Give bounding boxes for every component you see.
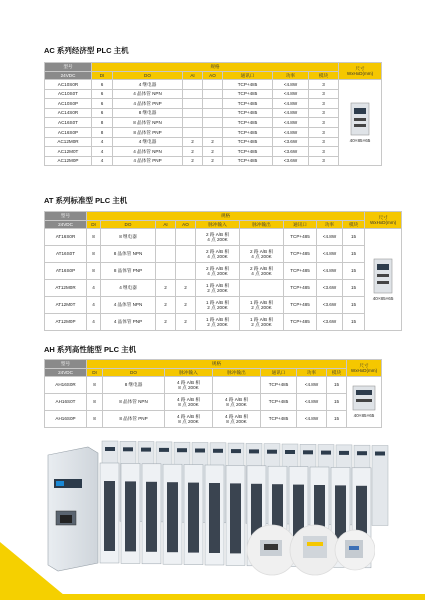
- spec-line: 4 路 A/B 相: [225, 413, 248, 419]
- model-cell: AC12M0R: [45, 137, 92, 147]
- at-header-comm: 通讯口: [284, 221, 317, 229]
- spec-cell: 4 晶体管 NPN: [113, 147, 183, 157]
- at-header-model: 型号: [45, 212, 87, 221]
- ah-dimension-cell: [347, 377, 382, 428]
- spec-line: 2 路 A/B 相: [206, 265, 229, 271]
- spec-line: 2 点 200K: [251, 305, 272, 310]
- spec-line: 4 点 200K: [251, 271, 272, 276]
- spec-cell: 4 晶体管 NPN: [113, 89, 183, 99]
- spec-cell: [183, 118, 203, 128]
- spec-cell: <4.8W: [273, 99, 309, 109]
- spec-cell: TCP+485: [223, 118, 273, 128]
- at-header-size: 尺寸 WxHxD(mm): [365, 212, 402, 229]
- spec-cell: <3.6W: [273, 137, 309, 147]
- table-row: [45, 297, 402, 314]
- spec-cell: 8: [87, 246, 101, 263]
- spec-cell: 15: [343, 263, 365, 280]
- spec-cell: 3: [309, 156, 339, 166]
- spec-cell: 8 继电器: [101, 229, 156, 246]
- at-header-power: 功率: [317, 221, 343, 229]
- spec-cell: 8: [87, 394, 103, 411]
- spec-line: 1 路 A/B 相: [206, 299, 229, 305]
- rack-module-led-panel: [177, 448, 187, 452]
- spec-cell: 2: [183, 137, 203, 147]
- spec-cell: 2: [176, 314, 196, 331]
- spec-cell: TCP+485: [223, 156, 273, 166]
- spec-cell: 2: [203, 137, 223, 147]
- spec-cell: 4 继电器: [113, 80, 183, 90]
- rack-module-led-panel: [357, 451, 367, 455]
- spec-cell: TCP+485: [261, 377, 297, 394]
- spec-cell: TCP+485: [284, 229, 317, 246]
- spec-line: 4 点 200K: [251, 254, 272, 259]
- spec-cell: 2: [183, 147, 203, 157]
- spec-cell: 6: [92, 108, 113, 118]
- spec-cell: 15: [327, 394, 347, 411]
- spec-cell: 15: [327, 411, 347, 428]
- spec-cell: [213, 377, 261, 394]
- model-cell: AC14S0R: [45, 108, 92, 118]
- spec-cell: 2: [156, 280, 176, 297]
- ac-header-ao: AO: [203, 72, 223, 80]
- spec-cell: 2: [203, 156, 223, 166]
- spec-cell: <3.6W: [273, 156, 309, 166]
- spec-cell: [240, 229, 284, 246]
- spec-cell: 4 继电器: [113, 137, 183, 147]
- spec-cell: TCP+485: [223, 80, 273, 90]
- ah-header-size: 尺寸 WxHxD(mm): [347, 360, 382, 377]
- spec-line: 2 路 A/B 相: [206, 248, 229, 254]
- spec-cell: [196, 280, 240, 297]
- model-cell: AT16S0P: [45, 263, 87, 280]
- spec-cell: 8 晶体管 PNP: [103, 411, 165, 428]
- spec-cell: 8 继电器: [103, 377, 165, 394]
- spec-cell: [240, 263, 284, 280]
- ac-header-spec: 规格: [92, 63, 339, 72]
- spec-cell: 3: [309, 118, 339, 128]
- spec-cell: TCP+485: [284, 246, 317, 263]
- at-header-ao: AO: [176, 221, 196, 229]
- table-row: [45, 137, 382, 147]
- table-row: [45, 377, 382, 394]
- spec-line: 8 点 200K: [226, 402, 247, 407]
- spec-cell: 2: [176, 280, 196, 297]
- rack-module-led-panel: [303, 450, 313, 454]
- spec-cell: 2: [203, 147, 223, 157]
- ac-dimension-cell: [339, 80, 382, 166]
- spec-line: 1 路 A/B 相: [250, 299, 273, 305]
- rack-module-led-panel: [249, 449, 259, 453]
- spec-cell: TCP+485: [223, 147, 273, 157]
- table-row: [45, 118, 382, 128]
- ah-section-title: AH 系列高性能型 PLC 主机: [44, 345, 137, 354]
- ah-header-module: 模块: [327, 369, 347, 377]
- spec-cell: TCP+485: [223, 108, 273, 118]
- spec-cell: 4: [92, 147, 113, 157]
- spec-cell: 2: [156, 314, 176, 331]
- spec-line: 4 路 A/B 相: [225, 396, 248, 402]
- dimension-label: 40×85×65: [372, 295, 394, 301]
- spec-cell: 2: [156, 297, 176, 314]
- spec-cell: TCP+485: [261, 411, 297, 428]
- spec-line: 1 路 A/B 相: [206, 316, 229, 322]
- spec-cell: [240, 297, 284, 314]
- spec-line: 4 点 200K: [207, 254, 228, 259]
- ac-header-model: 型号: [45, 63, 92, 72]
- at-header-do: DO: [101, 221, 156, 229]
- spec-cell: [196, 246, 240, 263]
- spec-cell: 6: [92, 89, 113, 99]
- spec-line: 2 点 200K: [251, 322, 272, 327]
- spec-cell: [196, 263, 240, 280]
- spec-line: 2 路 A/B 相: [206, 231, 229, 237]
- rack-module-led-panel: [195, 449, 205, 453]
- spec-cell: <4.8W: [273, 108, 309, 118]
- spec-cell: <4.8W: [317, 263, 343, 280]
- spec-line: 8 点 200K: [178, 419, 199, 424]
- table-row: [45, 314, 402, 331]
- spec-line: 4 路 A/B 相: [177, 379, 200, 385]
- spec-cell: 4: [92, 137, 113, 147]
- at-header-pulse-in: 脉冲输入: [196, 221, 240, 229]
- ah-header-do: DO: [103, 369, 165, 377]
- at-header-module: 模块: [343, 221, 365, 229]
- spec-cell: <4.8W: [297, 411, 327, 428]
- table-row: [45, 280, 402, 297]
- spec-cell: 4 晶体管 PNP: [113, 156, 183, 166]
- spec-line: 2 点 200K: [207, 305, 228, 310]
- spec-cell: TCP+485: [284, 280, 317, 297]
- rack-module-terminal: [125, 481, 136, 551]
- rack-module-led-panel: [267, 450, 277, 454]
- ah-header-di: DI: [87, 369, 103, 377]
- spec-cell: 8 晶体管 NPN: [103, 394, 165, 411]
- model-cell: AC16S0T: [45, 118, 92, 128]
- table-row: [45, 89, 382, 99]
- spec-cell: [156, 229, 176, 246]
- spec-cell: <3.6W: [317, 314, 343, 331]
- plc-module-icon: [349, 102, 371, 136]
- spec-cell: TCP+485: [223, 127, 273, 137]
- spec-cell: 2: [183, 156, 203, 166]
- rack-module-led-panel: [105, 447, 115, 451]
- spec-cell: [213, 411, 261, 428]
- rack-module-terminal: [104, 481, 115, 551]
- spec-cell: 4: [87, 280, 101, 297]
- ac-header-size: 尺寸 WxHxD(mm): [339, 63, 382, 80]
- at-header-di: DI: [87, 221, 101, 229]
- spec-line: 2 路 A/B 相: [250, 248, 273, 254]
- rack-module-led-panel: [321, 451, 331, 455]
- spec-cell: TCP+485: [284, 314, 317, 331]
- spec-cell: 4: [87, 314, 101, 331]
- model-cell: AT16S0R: [45, 229, 87, 246]
- at-header-spec: 规格: [87, 212, 365, 221]
- spec-cell: [203, 80, 223, 90]
- spec-cell: [165, 411, 213, 428]
- rack-module-terminal: [230, 483, 241, 553]
- spec-cell: 4: [87, 297, 101, 314]
- model-cell: AT16S0T: [45, 246, 87, 263]
- ac-header-comm: 通讯口: [223, 72, 273, 80]
- spec-cell: [196, 229, 240, 246]
- spec-cell: 8: [87, 411, 103, 428]
- rack-module-led-panel: [213, 449, 223, 453]
- rack-module-terminal: [167, 482, 178, 552]
- at-header-ai: AI: [156, 221, 176, 229]
- ac-header-ai: AI: [183, 72, 203, 80]
- rack-module-led-panel: [285, 450, 295, 454]
- spec-cell: <4.8W: [297, 377, 327, 394]
- ah-header-voltage: 24VDC: [45, 369, 87, 377]
- spec-cell: 3: [309, 137, 339, 147]
- spec-cell: [183, 80, 203, 90]
- spec-cell: 4: [92, 156, 113, 166]
- spec-cell: <4.8W: [273, 127, 309, 137]
- spec-cell: [203, 118, 223, 128]
- spec-cell: [176, 246, 196, 263]
- spec-cell: 3: [309, 99, 339, 109]
- table-row: [45, 127, 382, 137]
- model-cell: AH16S0P: [45, 411, 87, 428]
- rack-module-led-panel: [141, 448, 151, 452]
- spec-cell: [203, 99, 223, 109]
- spec-cell: 8: [87, 229, 101, 246]
- spec-cell: 8 继电器: [113, 108, 183, 118]
- model-cell: AH16S0T: [45, 394, 87, 411]
- spec-cell: 4 晶体管 PNP: [101, 314, 156, 331]
- ah-header-power: 功率: [297, 369, 327, 377]
- spec-cell: [183, 99, 203, 109]
- spec-cell: TCP+485: [261, 394, 297, 411]
- ac-header-di: DI: [92, 72, 113, 80]
- ac-header-module: 模块: [309, 72, 339, 80]
- spec-cell: <3.6W: [273, 147, 309, 157]
- spec-cell: 4 晶体管 PNP: [113, 99, 183, 109]
- spec-cell: <4.8W: [317, 246, 343, 263]
- spec-line: 8 点 200K: [178, 385, 199, 390]
- model-cell: AC12M0T: [45, 147, 92, 157]
- spec-cell: [213, 394, 261, 411]
- table-row: [45, 394, 382, 411]
- rack-module-led-panel: [339, 451, 349, 455]
- ac-header-voltage: 24VDC: [45, 72, 92, 80]
- spec-cell: [165, 394, 213, 411]
- table-row: [45, 263, 402, 280]
- table-row: [45, 108, 382, 118]
- spec-cell: [240, 246, 284, 263]
- rack-module-led-panel: [231, 449, 241, 453]
- spec-line: 4 点 200K: [207, 237, 228, 242]
- table-row: [45, 246, 402, 263]
- model-cell: AC10S0R: [45, 80, 92, 90]
- spec-cell: TCP+485: [284, 297, 317, 314]
- model-cell: AT12M0P: [45, 314, 87, 331]
- spec-cell: [176, 263, 196, 280]
- plc-module-icon: [351, 385, 377, 411]
- spec-cell: [156, 263, 176, 280]
- spec-line: 1 路 A/B 相: [250, 316, 273, 322]
- spec-line: 4 点 200K: [207, 271, 228, 276]
- spec-line: 8 点 200K: [178, 402, 199, 407]
- at-spec-table: [44, 211, 402, 331]
- spec-cell: <4.8W: [297, 394, 327, 411]
- spec-line: 2 点 200K: [207, 322, 228, 327]
- spec-cell: <4.8W: [273, 118, 309, 128]
- spec-line: 8 点 200K: [226, 419, 247, 424]
- rack-module-led-panel: [123, 447, 133, 451]
- spec-cell: 8: [87, 263, 101, 280]
- table-row: [45, 156, 382, 166]
- spec-cell: 3: [309, 108, 339, 118]
- decorative-bottom-band: [0, 594, 425, 600]
- spec-cell: 8 晶体管 PNP: [113, 127, 183, 137]
- spec-cell: [183, 89, 203, 99]
- ac-spec-table: [44, 62, 382, 166]
- spec-cell: 8 晶体管 NPN: [101, 246, 156, 263]
- ah-header-pulse-in: 脉冲输入: [165, 369, 213, 377]
- spec-cell: [240, 280, 284, 297]
- table-row: [45, 411, 382, 428]
- spec-line: 4 路 A/B 相: [177, 413, 200, 419]
- spec-cell: <3.6W: [317, 280, 343, 297]
- at-header-voltage: 24VDC: [45, 221, 87, 229]
- ac-header-do: DO: [113, 72, 183, 80]
- at-header-pulse-out: 脉冲输出: [240, 221, 284, 229]
- ah-header-comm: 通讯口: [261, 369, 297, 377]
- model-cell: AC16S0P: [45, 127, 92, 137]
- model-cell: AC10S0T: [45, 89, 92, 99]
- spec-line: 4 路 A/B 相: [177, 396, 200, 402]
- spec-cell: 3: [309, 89, 339, 99]
- spec-cell: 6: [92, 99, 113, 109]
- spec-cell: TCP+485: [223, 99, 273, 109]
- rack-module-led-panel: [159, 448, 169, 452]
- spec-cell: 15: [343, 314, 365, 331]
- ac-header-power: 功率: [273, 72, 309, 80]
- at-section-title: AT 系列标准型 PLC 主机: [44, 196, 128, 205]
- spec-line: 1 路 A/B 相: [206, 282, 229, 288]
- ah-header-spec: 规格: [87, 360, 347, 369]
- ah-header-model: 型号: [45, 360, 87, 369]
- rack-module-terminal: [188, 483, 199, 553]
- dimension-label: 40×85×65: [353, 413, 375, 419]
- spec-cell: [165, 377, 213, 394]
- model-cell: AH16S0R: [45, 377, 87, 394]
- spec-cell: [176, 229, 196, 246]
- spec-cell: 15: [343, 280, 365, 297]
- ac-section-title: AC 系列经济型 PLC 主机: [44, 46, 129, 55]
- spec-cell: 15: [327, 377, 347, 394]
- model-cell: AC12M0P: [45, 156, 92, 166]
- spec-cell: 15: [343, 229, 365, 246]
- spec-cell: 3: [309, 80, 339, 90]
- spec-cell: 15: [343, 297, 365, 314]
- spec-cell: [240, 314, 284, 331]
- spec-cell: 8 晶体管 NPN: [113, 118, 183, 128]
- spec-cell: 4 晶体管 NPN: [101, 297, 156, 314]
- dimension-label: 40×85×65: [349, 137, 371, 143]
- spec-cell: [156, 246, 176, 263]
- spec-cell: <4.8W: [317, 229, 343, 246]
- spec-cell: TCP+485: [284, 263, 317, 280]
- table-row: [45, 99, 382, 109]
- model-cell: AT12M0R: [45, 280, 87, 297]
- spec-cell: 8: [92, 127, 113, 137]
- table-row: [45, 80, 382, 90]
- rack-module-led-panel: [375, 452, 385, 456]
- at-dimension-cell: [365, 229, 402, 331]
- spec-cell: [183, 108, 203, 118]
- spec-cell: 8 晶体管 PNP: [101, 263, 156, 280]
- spec-cell: 3: [309, 147, 339, 157]
- spec-cell: <4.8W: [273, 80, 309, 90]
- spec-cell: [203, 89, 223, 99]
- table-row: [45, 229, 402, 246]
- spec-cell: [196, 314, 240, 331]
- ah-header-pulse-out: 脉冲输出: [213, 369, 261, 377]
- spec-cell: <3.6W: [317, 297, 343, 314]
- rack-module-terminal: [209, 483, 220, 553]
- spec-line: 2 点 200K: [207, 288, 228, 293]
- spec-cell: 6: [92, 80, 113, 90]
- spec-cell: 8: [92, 118, 113, 128]
- spec-cell: 3: [309, 127, 339, 137]
- spec-cell: 4 继电器: [101, 280, 156, 297]
- table-row: [45, 147, 382, 157]
- plc-module-icon: [372, 258, 394, 294]
- spec-cell: TCP+485: [223, 89, 273, 99]
- model-cell: AC10S0P: [45, 99, 92, 109]
- spec-cell: <4.8W: [273, 89, 309, 99]
- decorative-corner-triangle: [0, 542, 70, 600]
- spec-cell: [203, 108, 223, 118]
- spec-cell: [203, 127, 223, 137]
- plc-detail-photos: [245, 520, 375, 580]
- model-cell: AT12M0T: [45, 297, 87, 314]
- spec-cell: 15: [343, 246, 365, 263]
- spec-cell: TCP+485: [223, 137, 273, 147]
- rack-module-back: [372, 446, 388, 526]
- spec-line: 2 路 A/B 相: [250, 265, 273, 271]
- spec-cell: [196, 297, 240, 314]
- spec-cell: [183, 127, 203, 137]
- spec-cell: 2: [176, 297, 196, 314]
- spec-cell: 8: [87, 377, 103, 394]
- rack-module-terminal: [146, 482, 157, 552]
- ah-spec-table: [44, 359, 382, 428]
